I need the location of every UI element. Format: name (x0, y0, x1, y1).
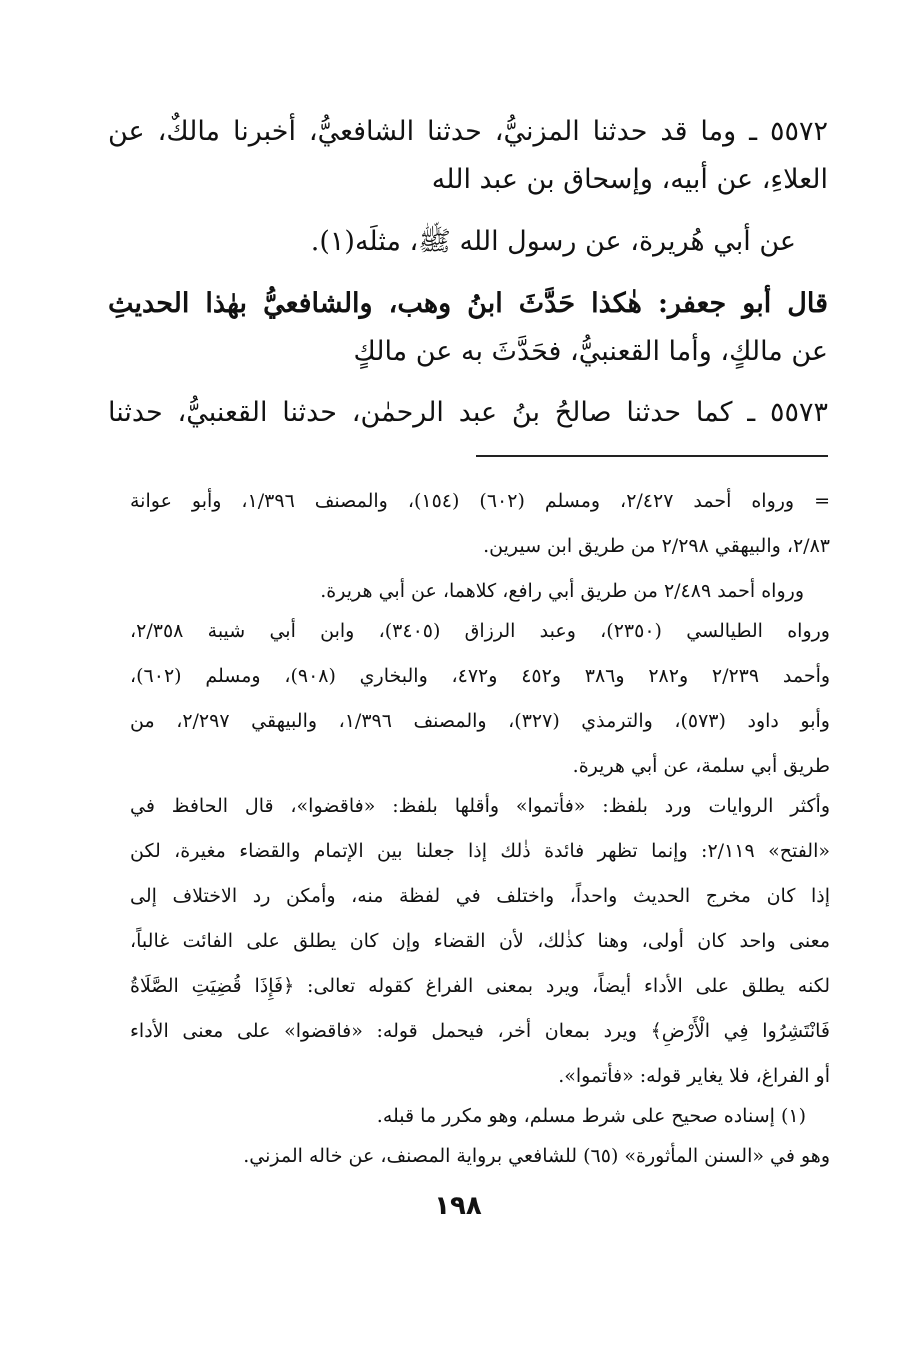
footnote-line: لكنه يطلق على الأداء أيضاً، ويرد بمعنى الفراغ كقوله تعالى: ﴿فَإِذَا قُضِيَتِ الصَّلَاةُ (130, 975, 830, 997)
hadith-5572-line-2: العلاءِ، عن أبيه، وإسحاق بن عبد الله (431, 164, 828, 195)
hadith-5573-line-1: ٥٥٧٣ ـ كما حدثنا صالحُ بنُ عبد الرحمٰن، حدثنا القعنبيُّ، حدثنا (108, 397, 828, 428)
abu-jafar-comment-line-2: عن مالكٍ، وأما القعنبيُّ، فحَدَّثَ به عن مالكٍ (353, 336, 828, 367)
footnote-line: وأكثر الروايات ورد بلفظ: «فأتموا» وأقلها بلفظ: «فاقضوا»، قال الحافظ في (130, 795, 830, 817)
page-number: ١٩٨ (434, 1191, 482, 1221)
footnote-line: وهو في «السنن المأثورة» (٦٥) للشافعي برواية المصنف، عن خاله المزني. (243, 1145, 830, 1167)
footnote-line: وأحمد ٢/٢٣٩ و٢٨٢ و٣٨٦ و٤٥٢ و٤٧٢، والبخاري (٩٠٨)، ومسلم (٦٠٢)، (130, 665, 831, 687)
footnote-line: معنى واحد كان أولى، وهنا كذٰلك، لأن القضاء وإن كان يطلق على الفائت غالباً، (130, 930, 830, 952)
footnote-1: (١) إسناده صحيح على شرط مسلم، وهو مكرر ما قبله. (376, 1105, 806, 1127)
footnote-line: ورواه الطيالسي (٢٣٥٠)، وعبد الرزاق (٣٤٠٥)، وابن أبي شيبة ٢/٣٥٨، (130, 620, 830, 642)
footnote-line: «الفتح» ٢/١١٩: وإنما تظهر فائدة ذٰلك إذا جعلنا بين الإتمام والقضاء مغيرة، لكن (130, 840, 831, 862)
footnote-line: فَانْتَشِرُوا فِي الْأَرْضِ﴾ ويرد بمعان أخر، فيحمل قوله: «فاقضوا» على معنى الأداء (130, 1020, 830, 1042)
footnote-line: إذا كان مخرج الحديث واحداً، واختلف في لفظة منه، وأمكن رد الاختلاف إلى (130, 885, 830, 907)
footnote-line: وأبو داود (٥٧٣)، والترمذي (٣٢٧)، والمصنف ١/٣٩٦، والبيهقي ٢/٢٩٧، من (130, 710, 830, 732)
hadith-5572-line-1: ٥٥٧٢ ـ وما قد حدثنا المزنيُّ، حدثنا الشافعيُّ، أخبرنا مالكٌ، عن (108, 116, 828, 147)
footnote-line: = ورواه أحمد ٢/٤٢٧، ومسلم (٦٠٢) (١٥٤)، والمصنف ١/٣٩٦، وأبو عوانة (130, 490, 830, 512)
abu-jafar-comment-line-1: قال أبو جعفر: هٰكذا حَدَّثَ ابنُ وهب، والشافعيُّ بهٰذا الحديثِ (108, 288, 828, 319)
footnote-line: أو الفراغ، فلا يغاير قوله: «فأتموا». (558, 1065, 830, 1087)
footnote-line: ورواه أحمد ٢/٤٨٩ من طريق أبي رافع، كلاهما، عن أبي هريرة. (320, 580, 804, 602)
footnote-line: ٢/٨٣، والبيهقي ٢/٢٩٨ من طريق ابن سيرين. (483, 535, 830, 557)
footnote-separator (476, 455, 828, 457)
footnote-line: طريق أبي سلمة، عن أبي هريرة. (572, 755, 830, 777)
hadith-5572-line-3: عن أبي هُريرة، عن رسول الله ﷺ، مثلَه(١). (310, 226, 796, 257)
